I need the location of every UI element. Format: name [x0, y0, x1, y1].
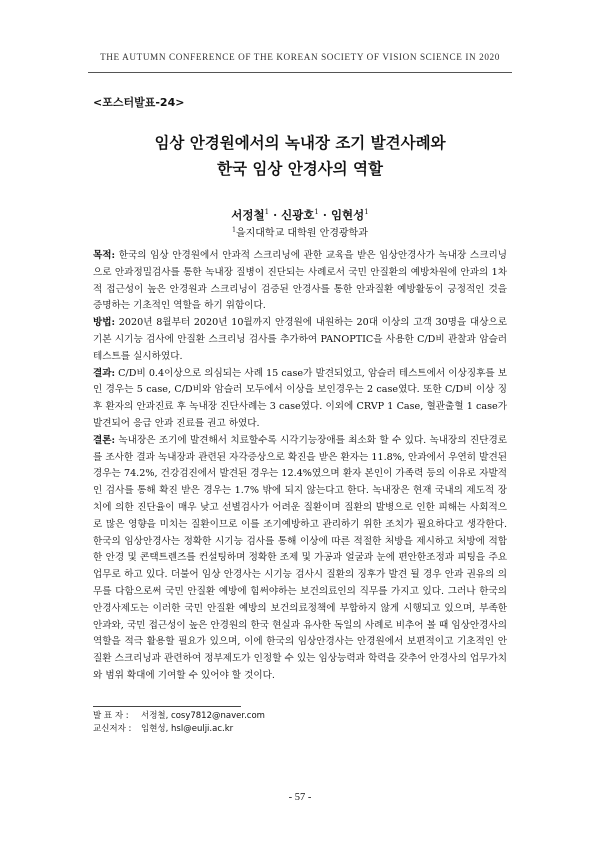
affiliation-mark: 1 [232, 226, 236, 234]
section-text: 한국의 임상 안경원에서 안과적 스크리닝에 관한 교육을 받은 임상안경사가 녹내장 스크리닝으로 안과정밀검사를 통한 녹내장 질병이 진단되는 사례로서 국민 안질환의 예방차원에 안과의 1차적 접근성이 높은 안경원과 스크리닝이 검증된 안경사를 통한 안과질환 예방활동이 긍정적인 것을 증명하는 기초적인 역할을 하기 위함이다. [93, 250, 507, 312]
section-conclusion [93, 433, 507, 685]
section-text: 녹내장은 조기에 발견해서 치료할수록 시각기능장애를 최소화 할 수 있다. 녹내장의 진단경로를 조사한 결과 녹내장과 관련된 자각증상으로 확진을 받은 환자는 11.8%, 안과에서 우연히 발견된 경우는 74.2%, 건강검진에서 발견된 경우는 12.4%였으며 환자 본인이 가족력 등의 이유로 자발적인 검사를 통해 확진 받은 경우는 1.7% 밖에 되지 않는다고 한다. 녹내장은 현재 국내의 제도적 장치에 의한 진단율이 매우 낮고 선별검사가 어려운 질환이며 질환의 발병으로 인한 피해는 사회적으로 많은 영향을 미치는 질환이므로 이를 조기예방하고 관리하기 위한 조치가 필요하다고 생각한다. 한국의 임상안경사는 정확한 시기능 검사를 통해 이상에 따른 적절한 처방을 제시하고 처방에 적합한 안경 및 콘택트렌즈를 컨설팅하며 정확한 조제 및 가공과 얼굴과 눈에 편안한조정과 피팅을 주요 업무로 하고 있다. 더불어 임상 안경사는 시기능 검사시 질환의 징후가 발견 될 경우 안과 권유의 의무를 다함으로써 국민 안질환 예방에 힘써야하는 보건의료인의 직무를 가지고 있다. 그러나 한국의 안경사제도는 이러한 국민 안질환 예방의 보건의료정책에 부합하지 않게 시행되고 있으며, 부족한 안과와, 국민 접근성이 높은 안경원의 한국 현실과 유사한 독일의 사례로 비추어 볼 때 임상안경사의 역할을 적극 활용할 필요가 있으며, 이에 한국의 임상안경사는 안경원에서 보편적이고 기초적인 안질환 스크리닝과 관련하여 정부제도가 인정할 수 있는 임상능력과 학력을 갖추어 안경사의 업무가치와 범위 확대에 기여할 수 있어야 할 것이다. [93, 434, 507, 681]
footnote-divider [93, 706, 241, 707]
section-label: 방법: [93, 317, 116, 329]
footnote-label: 교신저자 : [93, 724, 132, 734]
author-name: 신광호 [281, 208, 315, 222]
author-separator: · [273, 208, 278, 222]
section-results [93, 366, 507, 433]
abstract-body [93, 248, 507, 685]
section-label: 결과: [93, 367, 116, 379]
title-line-2: 한국 임상 안경사의 역할 [217, 159, 383, 178]
footnote-text: 임현성, hsl@eulji.ac.kr [141, 724, 234, 734]
author-affil-mark: 1 [314, 208, 319, 217]
author-separator: · [322, 208, 327, 222]
section-purpose [93, 248, 507, 315]
footnote-text: 서정철, cosy7812@naver.com [141, 711, 265, 721]
section-text: C/D비 0.4이상으로 의심되는 사례 15 case가 발견되었고, 암슬러 테스트에서 이상징후를 보인 경우는 5 case, C/D비와 암슬러 모두에서 이상을 보인경우는 2 case였다. 또한 C/D비 이상 징후 환자의 안과진료 후 녹내장 진단사례는 3 case였다. 이외에 CRVP 1 Case, 혈관출혈 1 case가 발견되어 응급 안과 진료를 권고 하였다. [93, 367, 507, 429]
title-line-1: 임상 안경원에서의 녹내장 조기 발견사례와 [154, 133, 446, 152]
section-text: 2020년 8월부터 2020년 10월까지 안경원에 내원하는 20대 이상의 고객 30명을 대상으로 기본 시기능 검사에 안질환 스크리닝 검사를 추가하여 PANOPTIC을 사용한 C/D비 관찰과 암슬러 테스트를 실시하였다. [93, 317, 507, 362]
header-divider [88, 72, 512, 73]
poster-tag: <포스터발표-24> [93, 96, 185, 109]
author-name: 서정철 [231, 208, 265, 222]
footnote-corresponding [93, 723, 265, 736]
section-label: 결론: [93, 434, 116, 446]
page-number: - 57 - [288, 792, 312, 803]
running-head: THE AUTUMN CONFERENCE OF THE KOREAN SOCIETY OF VISION SCIENCE IN 2020 [100, 52, 500, 62]
author-list [0, 207, 600, 223]
author-name: 임현성 [330, 208, 365, 222]
author-affil-mark: 1 [364, 208, 369, 217]
paper-title [0, 130, 600, 182]
affiliation [0, 224, 600, 239]
section-method [93, 315, 507, 365]
footnote-presenter [93, 710, 265, 723]
footnotes [93, 710, 265, 736]
footnote-label: 발 표 자 : [93, 711, 129, 721]
author-affil-mark: 1 [264, 208, 270, 217]
section-label: 목적: [93, 250, 116, 261]
affiliation-text: 을지대학교 대학원 안경광학과 [235, 228, 368, 239]
